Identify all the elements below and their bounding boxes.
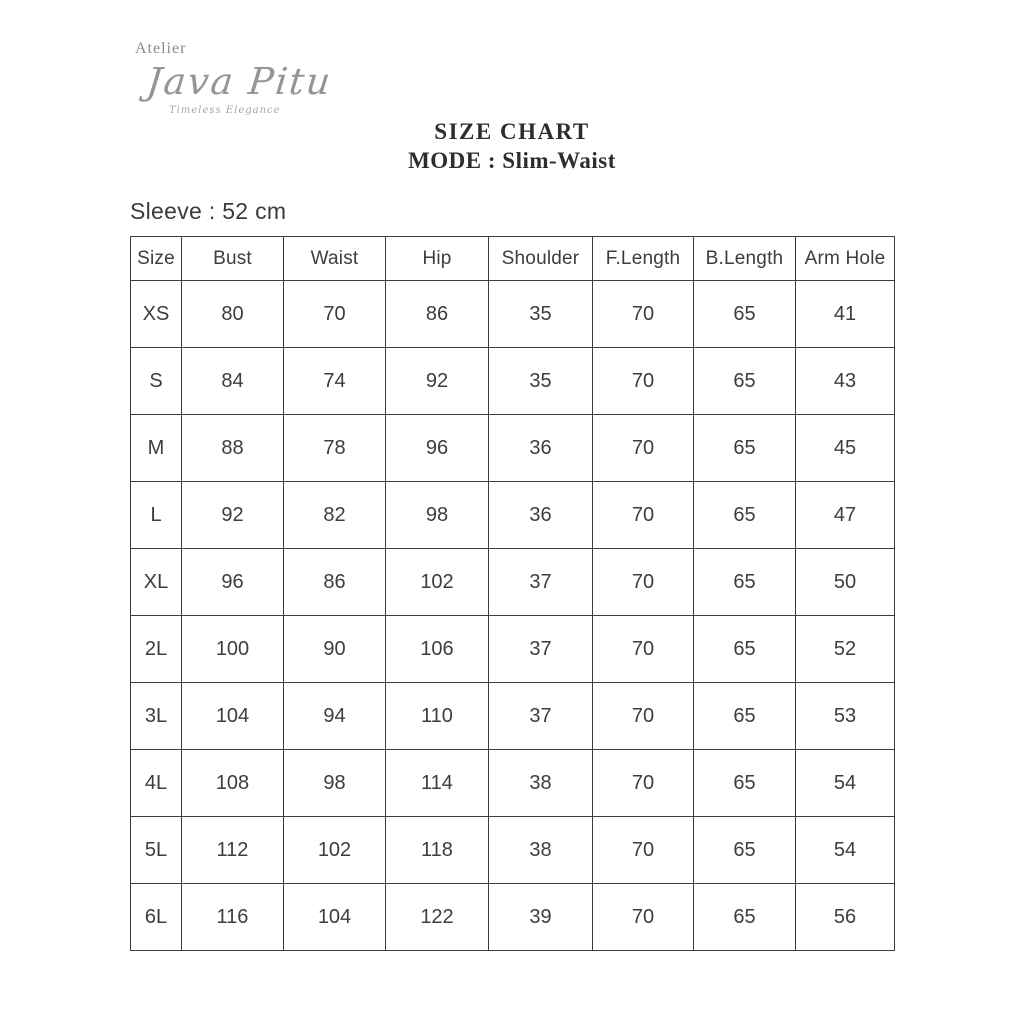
page-title: SIZE CHART <box>434 119 590 144</box>
measurement-cell: 70 <box>593 549 694 616</box>
measurement-cell: 70 <box>593 683 694 750</box>
measurement-cell: 86 <box>386 281 489 348</box>
measurement-cell: 92 <box>182 482 284 549</box>
measurement-cell: 70 <box>593 817 694 884</box>
column-header-shoulder: Shoulder <box>489 237 593 281</box>
measurement-cell: 41 <box>796 281 895 348</box>
measurement-cell: 36 <box>489 482 593 549</box>
table-row <box>131 482 895 549</box>
column-header-hip: Hip <box>386 237 489 281</box>
table-row <box>131 415 895 482</box>
measurement-cell: 104 <box>284 884 386 951</box>
measurement-cell: 65 <box>694 549 796 616</box>
measurement-cell: 92 <box>386 348 489 415</box>
measurement-cell: 96 <box>386 415 489 482</box>
measurement-cell: 37 <box>489 683 593 750</box>
measurement-cell: 54 <box>796 750 895 817</box>
table-row <box>131 884 895 951</box>
size-chart-table <box>130 236 895 951</box>
size-cell: XS <box>131 281 182 348</box>
measurement-cell: 108 <box>182 750 284 817</box>
measurement-cell: 50 <box>796 549 895 616</box>
measurement-cell: 114 <box>386 750 489 817</box>
measurement-cell: 65 <box>694 482 796 549</box>
measurement-cell: 96 <box>182 549 284 616</box>
measurement-cell: 65 <box>694 683 796 750</box>
measurement-cell: 36 <box>489 415 593 482</box>
column-header-size: Size <box>131 237 182 281</box>
measurement-cell: 52 <box>796 616 895 683</box>
measurement-cell: 53 <box>796 683 895 750</box>
measurement-cell: 70 <box>593 348 694 415</box>
table-header-row <box>131 237 895 281</box>
measurement-cell: 80 <box>182 281 284 348</box>
measurement-cell: 70 <box>593 281 694 348</box>
measurement-cell: 43 <box>796 348 895 415</box>
brand-tagline: Timeless Elegance <box>169 105 281 116</box>
measurement-cell: 86 <box>284 549 386 616</box>
brand-logo <box>135 40 335 116</box>
measurement-cell: 70 <box>284 281 386 348</box>
table-row <box>131 817 895 884</box>
measurement-cell: 38 <box>489 750 593 817</box>
measurement-cell: 70 <box>593 482 694 549</box>
measurement-cell: 54 <box>796 817 895 884</box>
table-row <box>131 281 895 348</box>
size-cell: 3L <box>131 683 182 750</box>
column-header-arm-hole: Arm Hole <box>796 237 895 281</box>
size-cell: 5L <box>131 817 182 884</box>
table-row <box>131 683 895 750</box>
measurement-cell: 37 <box>489 549 593 616</box>
measurement-cell: 110 <box>386 683 489 750</box>
measurement-cell: 35 <box>489 348 593 415</box>
brand-atelier-label: Atelier <box>135 40 187 57</box>
measurement-cell: 37 <box>489 616 593 683</box>
table-header <box>131 237 895 281</box>
measurement-cell: 65 <box>694 348 796 415</box>
size-cell: S <box>131 348 182 415</box>
measurement-cell: 102 <box>386 549 489 616</box>
size-cell: 4L <box>131 750 182 817</box>
measurement-cell: 70 <box>593 616 694 683</box>
table-body <box>131 281 895 951</box>
brand-name: Java Pitu <box>144 60 335 103</box>
measurement-cell: 100 <box>182 616 284 683</box>
size-cell: XL <box>131 549 182 616</box>
measurement-cell: 94 <box>284 683 386 750</box>
table-row <box>131 549 895 616</box>
measurement-cell: 102 <box>284 817 386 884</box>
measurement-cell: 78 <box>284 415 386 482</box>
measurement-cell: 90 <box>284 616 386 683</box>
measurement-cell: 65 <box>694 415 796 482</box>
measurement-cell: 45 <box>796 415 895 482</box>
measurement-cell: 38 <box>489 817 593 884</box>
measurement-cell: 84 <box>182 348 284 415</box>
column-header-waist: Waist <box>284 237 386 281</box>
measurement-cell: 74 <box>284 348 386 415</box>
measurement-cell: 122 <box>386 884 489 951</box>
measurement-cell: 47 <box>796 482 895 549</box>
measurement-cell: 106 <box>386 616 489 683</box>
measurement-cell: 65 <box>694 750 796 817</box>
measurement-cell: 82 <box>284 482 386 549</box>
measurement-cell: 70 <box>593 750 694 817</box>
sleeve-note: Sleeve : 52 cm <box>130 198 287 224</box>
measurement-cell: 118 <box>386 817 489 884</box>
table-row <box>131 616 895 683</box>
measurement-cell: 112 <box>182 817 284 884</box>
measurement-cell: 70 <box>593 415 694 482</box>
measurement-cell: 65 <box>694 884 796 951</box>
measurement-cell: 65 <box>694 616 796 683</box>
measurement-cell: 65 <box>694 817 796 884</box>
measurement-cell: 116 <box>182 884 284 951</box>
measurement-cell: 35 <box>489 281 593 348</box>
measurement-cell: 56 <box>796 884 895 951</box>
column-header-b-length: B.Length <box>694 237 796 281</box>
page-subtitle: MODE : Slim-Waist <box>408 148 616 173</box>
measurement-cell: 65 <box>694 281 796 348</box>
size-cell: 2L <box>131 616 182 683</box>
measurement-cell: 70 <box>593 884 694 951</box>
measurement-cell: 39 <box>489 884 593 951</box>
table-row <box>131 750 895 817</box>
measurement-cell: 98 <box>284 750 386 817</box>
measurement-cell: 98 <box>386 482 489 549</box>
size-cell: M <box>131 415 182 482</box>
measurement-cell: 104 <box>182 683 284 750</box>
size-cell: L <box>131 482 182 549</box>
title-block <box>0 118 1024 176</box>
column-header-bust: Bust <box>182 237 284 281</box>
column-header-f-length: F.Length <box>593 237 694 281</box>
size-cell: 6L <box>131 884 182 951</box>
table-row <box>131 348 895 415</box>
measurement-cell: 88 <box>182 415 284 482</box>
